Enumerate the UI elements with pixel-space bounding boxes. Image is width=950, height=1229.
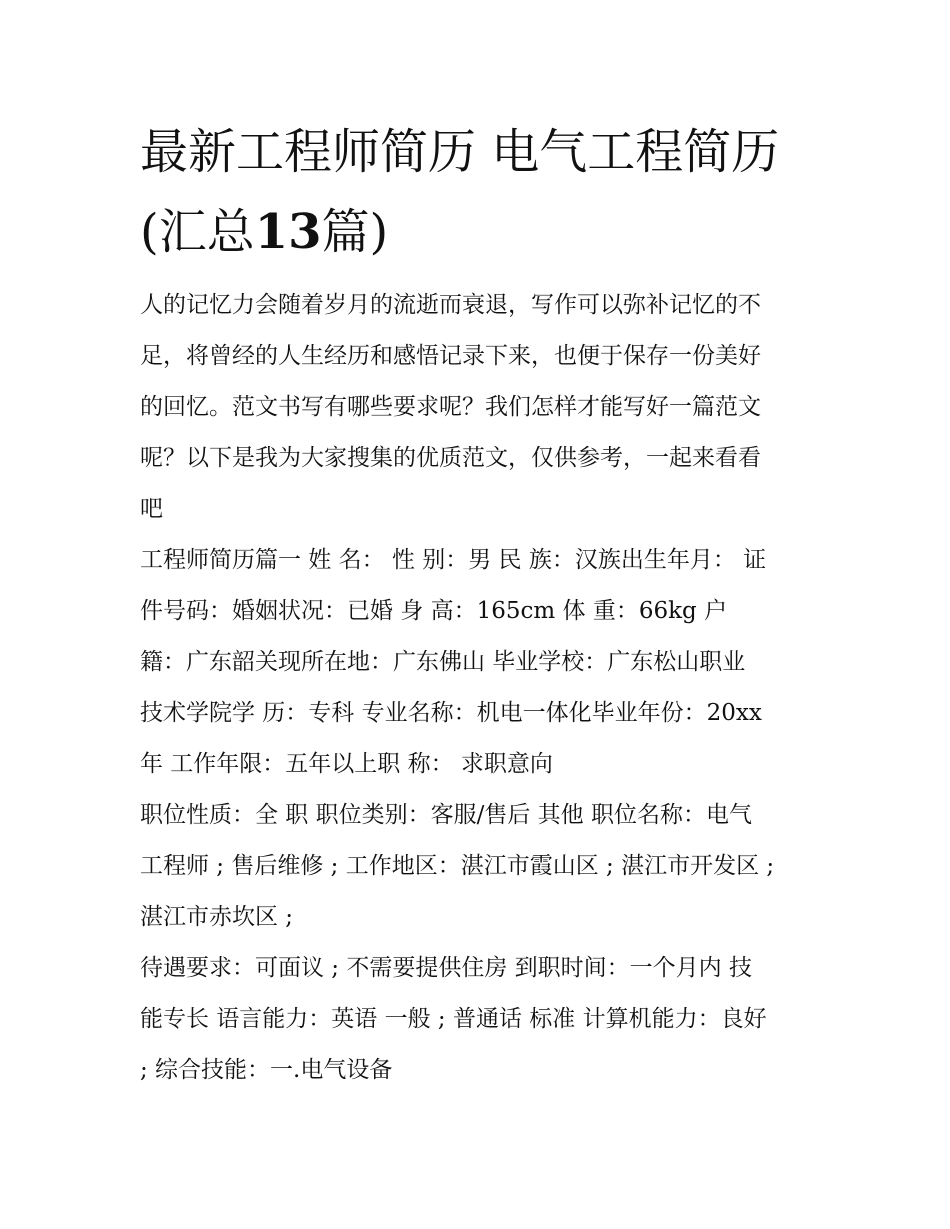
intro-paragraph	[140, 280, 820, 535]
paragraph-line: 吧	[140, 496, 163, 522]
paragraph-line: 籍：广东韶关现所在地：广东佛山 毕业学校：广东松山职业	[140, 649, 746, 675]
paragraph-line: 的回忆。范文书写有哪些要求呢？我们怎样才能写好一篇范文	[140, 394, 761, 420]
paragraph-line: 工程师简历篇一 姓 名： 性 别：男 民 族：汉族出生年月： 证	[140, 547, 767, 573]
title-line-2	[140, 192, 820, 272]
resume-basic-info-paragraph	[140, 535, 820, 790]
paragraph-line: 工程师 ; 售后维修 ; 工作地区：湛江市霞山区 ; 湛江市开发区 ;	[140, 853, 775, 879]
paragraph-line: 待遇要求：可面议 ; 不需要提供住房 到职时间：一个月内 技	[140, 955, 752, 981]
paragraph-line: 足，将曾经的人生经历和感悟记录下来，也便于保存一份美好	[140, 343, 761, 369]
paragraph-line: 年 工作年限：五年以上职 称： 求职意向	[140, 751, 553, 777]
paragraph-line: 职位性质：全 职 职位类别：客服/售后 其他 职位名称：电气	[140, 802, 752, 828]
paragraph-line: ; 综合技能：一.电气设备	[140, 1057, 393, 1083]
title-line-1: 最新工程师简历 电气工程简历	[140, 124, 780, 180]
paragraph-line: 呢？以下是我为大家搜集的优质范文，仅供参考，一起来看看	[140, 445, 761, 471]
job-intent-paragraph	[140, 790, 820, 943]
title-line-2-prefix: (汇总	[140, 204, 255, 260]
paragraph-line: 人的记忆力会随着岁月的流逝而衰退，写作可以弥补记忆的不	[140, 292, 761, 318]
compensation-skills-paragraph	[140, 943, 820, 1096]
paragraph-line: 技术学院学 历：专科 专业名称：机电一体化毕业年份：20xx	[140, 700, 762, 726]
title-line-2-suffix: 篇)	[321, 204, 389, 260]
title-count: 13	[254, 204, 322, 260]
paragraph-line: 湛江市赤坎区 ;	[140, 904, 294, 930]
document-title	[140, 112, 820, 272]
document-body	[140, 280, 820, 1096]
paragraph-line: 能专长 语言能力：英语 一般 ; 普通话 标准 计算机能力：良好	[140, 1006, 767, 1032]
paragraph-line: 件号码：婚姻状况：已婚 身 高：165cm 体 重：66kg 户	[140, 598, 728, 624]
